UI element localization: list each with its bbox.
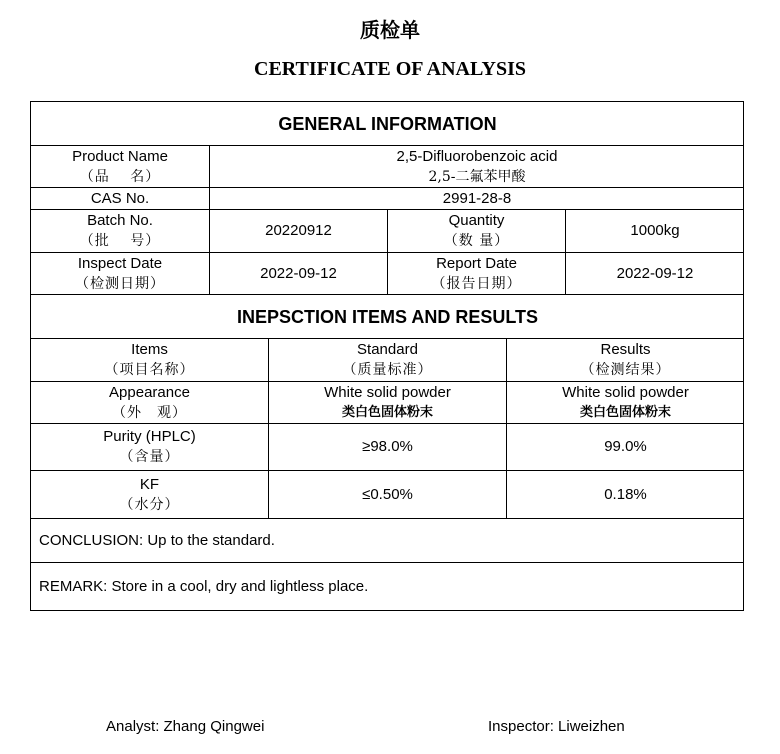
items-column-header	[31, 339, 268, 381]
quantity-label-cn: （数 量）	[443, 233, 510, 249]
standard-header-cn: （质量标准）	[342, 362, 433, 378]
inspection-heading: INEPSCTION ITEMS AND RESULTS	[236, 306, 539, 327]
kf-item-cell	[31, 471, 268, 518]
conclusion-text: CONCLUSION: Up to the standard.	[39, 531, 275, 549]
standard-header-en: Standard	[357, 341, 418, 358]
general-information-heading: GENERAL INFORMATION	[278, 113, 497, 134]
items-header-en: Items	[131, 341, 168, 358]
kf-result: 0.18%	[604, 485, 647, 503]
appearance-standard: White solid powder	[324, 383, 451, 401]
analyst-signature: Analyst: Zhang Qingwei	[106, 718, 265, 735]
inspect-date-label-cn: （检测日期）	[75, 275, 165, 292]
document-title-cn: 质检单	[360, 18, 420, 42]
kf-item-cn: （水分）	[119, 496, 180, 513]
product-name-value: 2,5-Difluorobenzoic acid	[396, 147, 558, 165]
standard-column-header	[269, 339, 506, 381]
quantity-label-cell	[388, 210, 565, 252]
quantity-label: Quantity	[448, 212, 505, 229]
inspect-date-label-cell	[31, 253, 209, 294]
appearance-result: White solid powder	[562, 383, 689, 401]
cas-value: 2991-28-8	[442, 189, 512, 207]
product-name-label-cell	[31, 146, 209, 187]
batch-value: 20220912	[265, 222, 332, 239]
document-title-en: CERTIFICATE OF ANALYSIS	[254, 58, 526, 80]
purity-result: 99.0%	[604, 438, 647, 455]
results-column-header	[507, 339, 744, 381]
items-header-cn: （项目名称）	[104, 362, 195, 378]
report-date-label-cn: （报告日期）	[431, 275, 522, 292]
cas-label: CAS No.	[90, 189, 150, 207]
purity-item-cn: （含量）	[119, 449, 180, 465]
remark-text: REMARK: Store in a cool, dry and lightless place.	[39, 578, 369, 595]
product-name-label: Product Name	[72, 147, 168, 165]
purity-item: Purity (HPLC)	[103, 428, 196, 445]
purity-standard: ≥98.0%	[362, 438, 413, 455]
product-name-value-cn: 2,5-二氟苯甲酸	[428, 168, 526, 185]
inspect-date-label: Inspect Date	[77, 254, 163, 272]
results-header-en: Results	[600, 341, 651, 358]
appearance-result-cell	[507, 382, 744, 423]
purity-item-cell	[31, 424, 268, 470]
batch-label-cell	[31, 210, 209, 252]
inspect-date-value: 2022-09-12	[260, 264, 337, 282]
certificate-table	[30, 101, 744, 611]
report-date-value: 2022-09-12	[616, 264, 694, 282]
inspector-signature: Inspector: Liweizhen	[488, 718, 625, 735]
appearance-item: Appearance	[109, 383, 190, 401]
kf-item: KF	[139, 475, 160, 493]
batch-label: Batch No.	[87, 212, 153, 229]
appearance-standard-cell	[269, 382, 506, 423]
kf-standard: ≤0.50%	[362, 485, 413, 503]
appearance-item-cn: （外 观）	[112, 404, 187, 421]
report-date-label: Report Date	[436, 254, 517, 272]
appearance-item-cell	[31, 382, 268, 423]
appearance-standard-cn: 类白色固体粉末	[341, 404, 433, 420]
product-name-value-cell	[210, 146, 744, 187]
product-name-label-cn: （品 名）	[79, 168, 161, 185]
quantity-value: 1000kg	[630, 222, 680, 239]
batch-label-cn: （批 号）	[79, 233, 161, 249]
report-date-label-cell	[388, 253, 565, 294]
appearance-result-cn: 类白色固体粉末	[579, 404, 671, 420]
results-header-cn: （检测结果）	[580, 362, 671, 378]
